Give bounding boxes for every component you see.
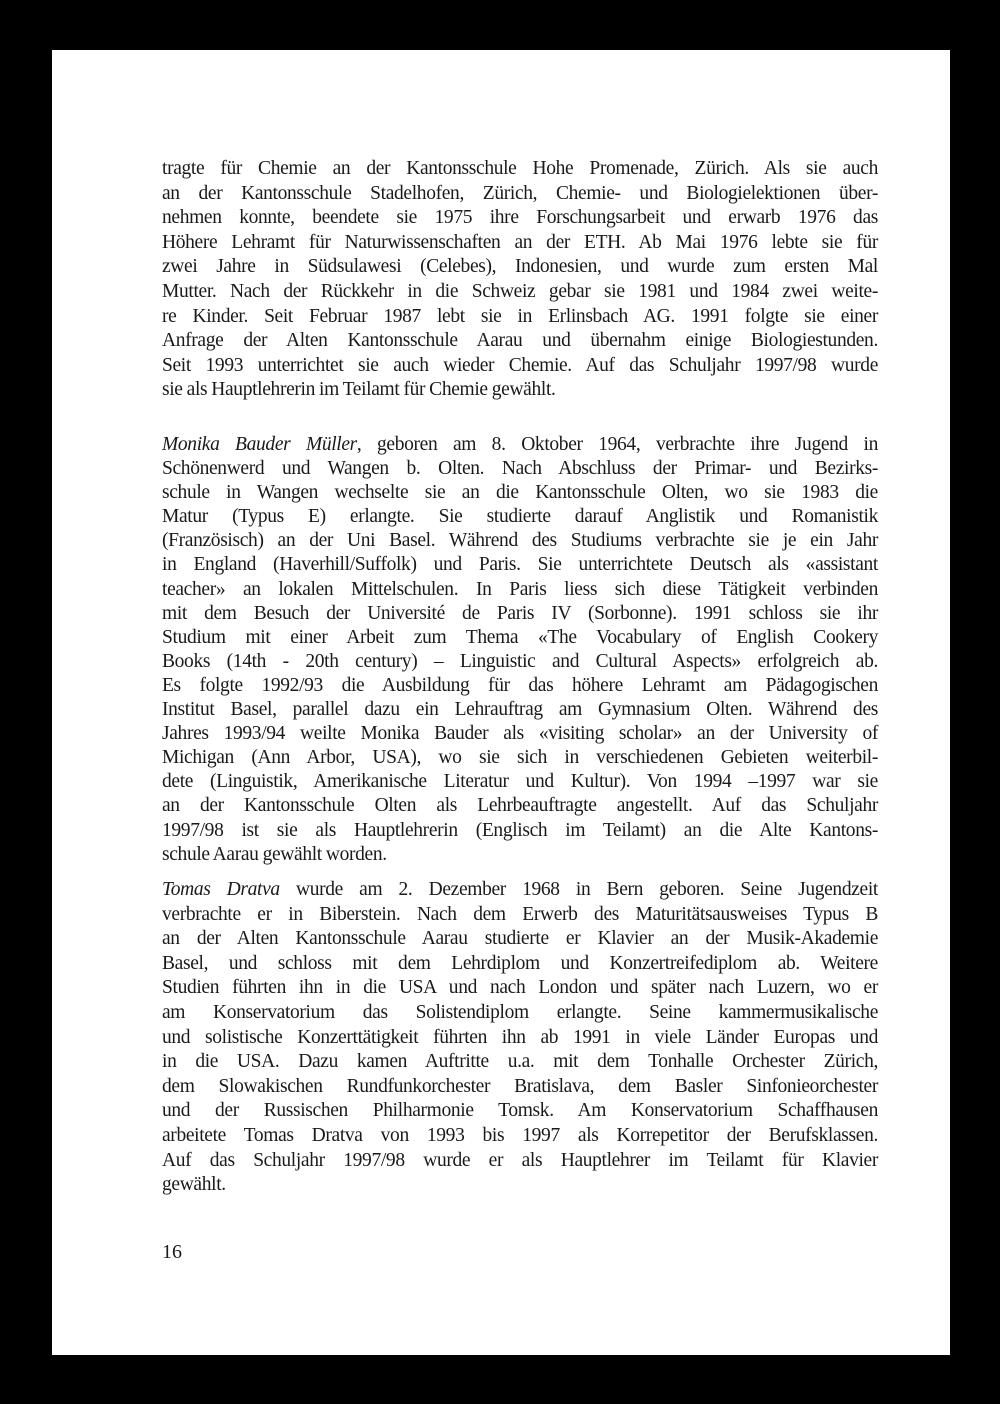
text-line: Seit 1993 unterrichtet sie auch wieder Chemie. Auf das Schuljahr 1997/98 wurde: [162, 354, 878, 376]
text-line: verbrachte er in Biberstein. Nach dem Erwerb des Maturitätsausweises Typus B: [162, 903, 878, 925]
text-line: [162, 433, 878, 457]
text-line: Matur (Typus E) erlangte. Sie studierte darauf Anglistik und Romanistik: [162, 506, 878, 528]
text-line: Jahres 1993/94 weilte Monika Bauder als «visiting scholar» an der University of: [162, 723, 878, 745]
text-line: 1997/98 ist sie als Hauptlehrerin (Englisch im Teilamt) an die Alte Kantons-: [162, 819, 878, 841]
text-line: in England (Haverhill/Suffolk) und Paris. Sie unterrichtete Deutsch als «assistant: [162, 554, 878, 576]
text-line: arbeitete Tomas Dratva von 1993 bis 1997 als Korrepetitor der Berufsklassen.: [162, 1124, 878, 1146]
document-page: [52, 50, 950, 1355]
text-line: Michigan (Ann Arbor, USA), wo sie sich in verschiedenen Gebieten weiterbil-: [162, 747, 878, 769]
text-line: Studien führten ihn in die USA und nach London und später nach Luzern, wo er: [162, 977, 878, 999]
page-number: 16: [162, 1241, 182, 1263]
text-line: Institut Basel, parallel dazu ein Lehrauftrag am Gymnasium Olten. Während des: [162, 699, 878, 721]
paragraph-chemistry-teacher: [162, 157, 878, 403]
line-text: wurde am 2. Dezember 1968 in Bern geboren. Seine Jugendzeit: [279, 879, 878, 900]
text-line: schule Aarau gewählt worden.: [162, 843, 387, 865]
text-line: (Französisch) an der Uni Basel. Während des Studiums verbrachte sie je ein Jahr: [162, 530, 878, 552]
text-line: Mutter. Nach der Rückkehr in die Schweiz gebar sie 1981 und 1984 zwei weite-: [162, 280, 878, 302]
text-line: nehmen konnte, beendete sie 1975 ihre Forschungsarbeit und erwarb 1976 das: [162, 207, 878, 229]
text-line: Schönenwerd und Wangen b. Olten. Nach Abschluss der Primar- und Bezirks-: [162, 458, 878, 480]
line-text: , geboren am 8. Oktober 1964, verbrachte ihre Jugend in: [356, 434, 879, 455]
text-line: schule in Wangen wechselte sie an die Kantonsschule Olten, wo sie 1983 die: [162, 482, 878, 504]
person-name: Monika Bauder Müller: [162, 434, 357, 455]
text-line: gewählt.: [162, 1174, 226, 1196]
text-line: tragte für Chemie an der Kantonsschule Hohe Promenade, Zürich. Als sie auch: [162, 158, 878, 179]
text-line: an der Kantonsschule Stadelhofen, Zürich, Chemie- und Biologielektionen über-: [162, 182, 878, 204]
text-line: re Kinder. Seit Februar 1987 lebt sie in Erlinsbach AG. 1991 folgte sie einer: [162, 305, 878, 327]
text-line: an der Kantonsschule Olten als Lehrbeauftragte angestellt. Auf das Schuljahr: [162, 795, 878, 817]
person-name: Tomas Dratva: [162, 879, 280, 900]
text-line: dete (Linguistik, Amerikanische Literatur und Kultur). Von 1994 –1997 war sie: [162, 771, 878, 793]
text-line: teacher» an lokalen Mittelschulen. In Paris liess sich diese Tätigkeit verbinden: [162, 578, 878, 600]
text-line: an der Alten Kantonsschule Aarau studierte er Klavier an der Musik-Akademie: [162, 928, 878, 950]
text-line: Books (14th - 20th century) – Linguistic and Cultural Aspects» erfolgreich ab.: [162, 650, 878, 672]
text-line: Höhere Lehramt für Naturwissenschaften an der ETH. Ab Mai 1976 lebte sie für: [162, 231, 878, 253]
text-line: und solistische Konzerttätigkeit führten ihn ab 1991 in viele Länder Europas und: [162, 1026, 878, 1048]
text-line: dem Slowakischen Rundfunkorchester Bratislava, dem Basler Sinfonieorchester: [162, 1075, 878, 1097]
paragraph-tomas-dratva: [162, 878, 878, 1198]
paragraph-monika-bauder-mueller: [162, 433, 878, 867]
text-line: Anfrage der Alten Kantonsschule Aarau und übernahm einige Biologiestunden.: [162, 330, 878, 352]
text-line: und der Russischen Philharmonie Tomsk. Am Konservatorium Schaffhausen: [162, 1100, 878, 1122]
text-line: mit dem Besuch der Université de Paris IV (Sorbonne). 1991 schloss sie ihr: [162, 602, 878, 624]
text-line: am Konservatorium das Solistendiplom erlangte. Seine kammermusikalische: [162, 1001, 878, 1023]
text-line: Basel, und schloss mit dem Lehrdiplom und Konzertreifediplom ab. Weitere: [162, 952, 878, 974]
text-line: [162, 878, 878, 903]
text-line: in die USA. Dazu kamen Auftritte u.a. mit dem Tonhalle Orchester Zürich,: [162, 1051, 878, 1073]
text-line: Auf das Schuljahr 1997/98 wurde er als Hauptlehrer im Teilamt für Klavier: [162, 1149, 878, 1171]
text-line: zwei Jahre in Südsulawesi (Celebes), Indonesien, und wurde zum ersten Mal: [162, 256, 878, 278]
text-line: Studium mit einer Arbeit zum Thema «The Vocabulary of English Cookery: [162, 626, 878, 648]
text-line: sie als Hauptlehrerin im Teilamt für Chemie gewählt.: [162, 379, 556, 401]
text-line: Es folgte 1992/93 die Ausbildung für das höhere Lehramt am Pädagogischen: [162, 674, 878, 696]
